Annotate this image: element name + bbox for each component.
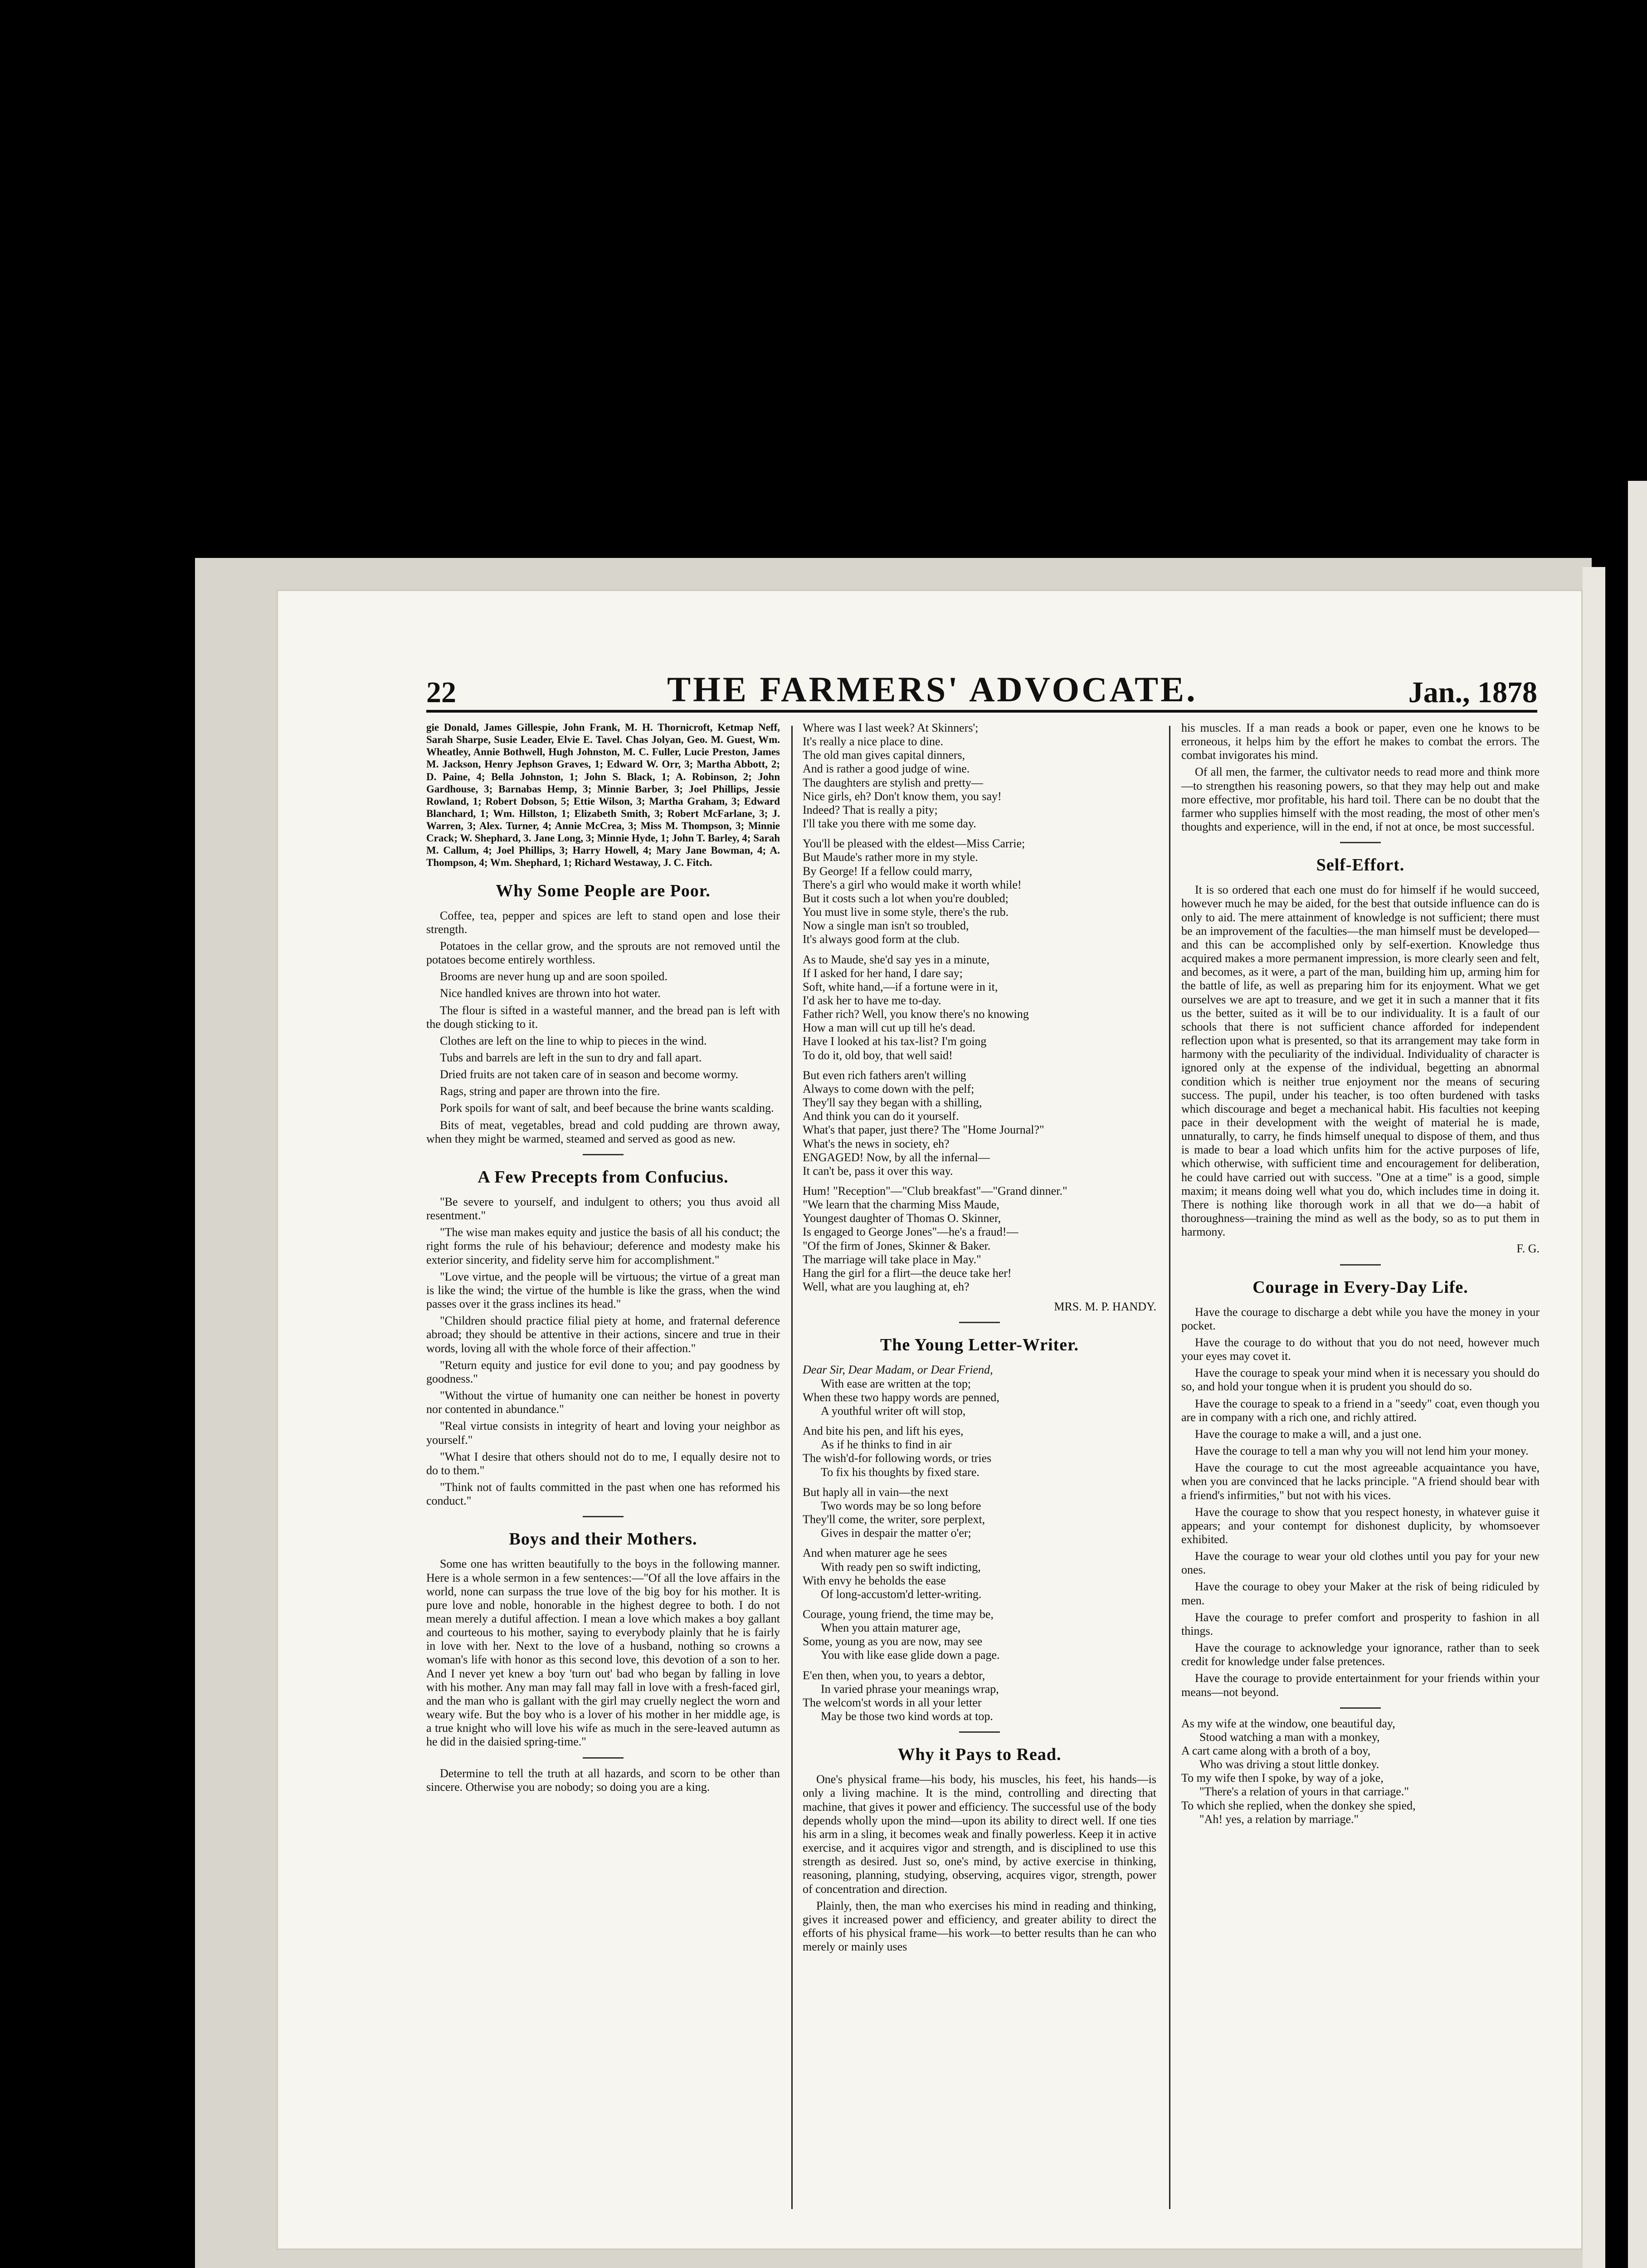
verse-block — [1181, 1717, 1540, 1826]
paragraph: Dried fruits are not taken care of in season and become wormy. — [440, 1068, 739, 1081]
verse-line: A cart came along with a broth of a boy, — [1181, 1744, 1371, 1757]
paragraph: Some one has written beautifully to the boys in the following manner. Here is a whole sermon in a few sentences:—"Of all the love affairs in the world, none can surpass the true love of the big boy for his mother. It is pure love and noble, honorable in the highest degree to both. I do not mean merely a dutiful affection. I mean a love which makes a boy gallant and courteous to his mother, saying to everybody plainly that he is fairly in love with her. Next to the love of a husband, nothing so crowns a woman's life with honor as this second love, this devotion of a son to her. And I never yet knew a boy 'turn out' bad who began by falling in love with his mother. Any man may fall may fall in love with a fresh-faced girl, and the man who is gallant with the girl may cruelly neglect the worn and weary wife. But the boy who is a lover of his mother in her middle age, is a true knight who will love his wife as much in the sere-leaved autumn as he did in the daisied spring-time." — [426, 1557, 780, 1749]
stanza — [803, 721, 1156, 831]
verse-line: The daughters are stylish and pretty— — [803, 776, 983, 789]
stanza — [803, 1486, 1156, 1540]
verse-line: To do it, old boy, that well said! — [803, 1048, 953, 1062]
verse-line: E'en then, when you, to years a debtor, — [803, 1668, 985, 1682]
verse-line: Two words may be so long before — [821, 1499, 981, 1512]
paragraph: Have the courage to acknowledge your ignorance, rather than to seek credit for knowledge under false pretences. — [1181, 1641, 1540, 1668]
paragraph: his muscles. If a man reads a book or paper, even one he knows to be erroneous, it helps him by the effort he makes to combat the errors. The combat invigorates his mind. — [1181, 721, 1540, 762]
verse-line: With envy he beholds the ease — [803, 1574, 946, 1587]
stanza — [803, 1669, 1156, 1724]
verse-line: I'll take you there with me some day. — [803, 817, 976, 831]
paragraph: Bits of meat, vegetables, bread and cold pudding are thrown away, when they might be warmed, steamed and served as good as new. — [426, 1118, 780, 1145]
verse-line: And think you can do it yourself. — [803, 1110, 959, 1123]
paragraph: Have the courage to speak to a friend in a "seedy" coat, even though you are in company with a rich one, and richly attired. — [1181, 1397, 1540, 1424]
verse-line: As my wife at the window, one beautiful day, — [1181, 1716, 1395, 1730]
paragraph: Have the courage to tell a man why you will not lend him your money. — [1195, 1444, 1529, 1458]
verse-line: As to Maude, she'd say yes in a minute, — [803, 953, 989, 966]
verse-line: And is rather a good judge of wine. — [803, 762, 970, 776]
article-body — [1181, 1305, 1540, 1699]
verse-line: When these two happy words are penned, — [803, 1390, 999, 1404]
verse-line: It's always good form at the club. — [803, 933, 960, 946]
article-title: Why it Pays to Read. — [897, 1745, 1062, 1765]
page-header — [426, 670, 1537, 713]
paragraph: "Think not of faults committed in the past when one has reformed his conduct." — [426, 1480, 780, 1508]
separator — [959, 1731, 1000, 1733]
verse-line: But haply all in vain—the next — [803, 1485, 949, 1499]
separator — [1340, 1264, 1381, 1266]
paragraph: "Love virtue, and the people will be virtuous; the virtue of a great man is like the wind; the virtue of the humble is like the grass, when the wind passes over it the grass inclines its head." — [426, 1270, 780, 1311]
paragraph: Have the courage to provide entertainment for your friends within your means—not beyond. — [1181, 1672, 1540, 1699]
paragraph: Have the courage to make a will, and a just one. — [1195, 1427, 1422, 1441]
paragraph: Coffee, tea, pepper and spices are left to stand open and lose their strength. — [426, 909, 780, 936]
paragraph: Brooms are never hung up and are soon spoiled. — [440, 970, 668, 983]
verse-line: A youthful writer oft will stop, — [821, 1404, 966, 1418]
article-body — [426, 909, 780, 1146]
stanza — [803, 1424, 1156, 1479]
verse-line: Gives in despair the matter o'er; — [821, 1526, 971, 1540]
verse-line: How a man will cut up till he's dead. — [803, 1021, 975, 1035]
verse-line: If I asked for her hand, I dare say; — [803, 966, 963, 980]
paragraph: The flour is sifted in a wasteful manner, and the bread pan is left with the dough sticking to it. — [426, 1003, 780, 1031]
stanza — [803, 1608, 1156, 1662]
paragraph: Tubs and barrels are left in the sun to dry and fall apart. — [440, 1051, 702, 1064]
stanza — [803, 953, 1156, 1062]
paragraph: Pork spoils for want of salt, and beef because the brine wants scalding. — [440, 1101, 774, 1115]
verse-line: You must live in some style, there's the rub. — [803, 905, 1009, 919]
verse-line: ENGAGED! Now, by all the infernal— — [803, 1150, 990, 1164]
verse-line: Is engaged to George Jones"—he's a fraud!— — [803, 1225, 1018, 1239]
paragraph: Have the courage to obey your Maker at the risk of being ridiculed by men. — [1181, 1580, 1540, 1607]
verse-line: To my wife then I spoke, by way of a joke, — [1181, 1771, 1384, 1785]
verse-line: Father rich? Well, you know there's no knowing — [803, 1007, 1029, 1021]
verse-line: By George! If a fellow could marry, — [803, 864, 972, 878]
verse-line: Hang the girl for a flirt—the deuce take her! — [803, 1266, 1012, 1280]
verse-line: To fix his thoughts by fixed stare. — [821, 1465, 979, 1479]
stanza — [803, 1069, 1156, 1178]
verse-line: Courage, young friend, the time may be, — [803, 1607, 994, 1621]
paragraph: Have the courage to speak your mind when it is necessary you should do so, and hold your tongue when it is prudent you should do so. — [1181, 1366, 1540, 1393]
book-board — [1583, 567, 1605, 2268]
paragraph: "The wise man makes equity and justice the basis of all his conduct; the right forms the rule of his behaviour; deference and modesty make his exterior sincerity, and fidelity serve him for accomplishment." — [426, 1226, 780, 1266]
verse-line: It's really a nice place to dine. — [803, 735, 944, 748]
verse-line: Stood watching a man with a monkey, — [1199, 1730, 1380, 1744]
article-body — [426, 1195, 780, 1508]
separator — [583, 1154, 624, 1155]
author-signature: F. G. — [1516, 1242, 1540, 1256]
verse-line: Nice girls, eh? Don't know them, you say! — [803, 789, 1002, 803]
verse-line: And when maturer age he sees — [803, 1546, 947, 1560]
paragraph: Potatoes in the cellar grow, and the sprouts are not removed until the potatoes become entirely worthless. — [426, 939, 780, 967]
paragraph: It is so ordered that each one must do for himself if he would succeed, however much he may be aided, for the best that outside influence can do is only to aid. The mere attainment of knowledge is not sufficient; there must be an improvement of the faculties—the man himself must be developed—and this can be accomplished only by self-exertion. Knowledge thus acquired makes a more permanent impression, is more clearly seen and felt, and becomes, as it were, a part of the man, building him up, arming him for the battle of life, as well as preparing him for its enjoyment. What we get ourselves we are apt to treasure, and we get it in such a manner that it fits us the better, suited as it will be to our individuality. It is a fault of our schools that there is not sufficient chance afforded for independent reflection upon what is presented, so that its arrangement may take form in harmony with the peculiarity of the individual. Individuality of character is ignored only at the expense of the individual, begetting an abnormal condition which is neither true enjoyment nor the means of securing success. The pupil, under his teacher, is too often burdened with tasks which discourage and beget a mechanical habit. His faculties not keeping pace in their development with the weight of material he is made, unnaturally, to carry, he finds himself unequal to dispose of them, and thus is made to bear a load which unfits him for the active purposes of life, which otherwise, with sufficient time and encouragement for deliberation, he could have carried out with success. "One at a time" is a good, simple maxim; it means doing well what you do, which includes time in doing it. There is nothing like thorough work in all that we do—a habit of thoroughness—training the mind as well as the body, so as to put them in harmony. — [1181, 883, 1540, 1239]
separator — [583, 1516, 624, 1517]
verse-line: They'll say they began with a shilling, — [803, 1096, 982, 1110]
verse-line: Dear Sir, Dear Madam, or Dear Friend, — [803, 1363, 993, 1377]
separator — [1340, 842, 1381, 843]
verse-line: The wish'd-for following words, or tries — [803, 1452, 992, 1465]
paragraph: "What I desire that others should not do to me, I equally desire not to do to them." — [426, 1450, 780, 1477]
verse-line: "There's a relation of yours in that carriage." — [1199, 1785, 1409, 1799]
paragraph: "Without the virtue of humanity one can neither be honest in poverty nor contented in abundance." — [426, 1389, 780, 1416]
newspaper-page — [277, 590, 1583, 2250]
verse-line: Who was driving a stout little donkey. — [1199, 1758, 1379, 1771]
issue-date: Jan., 1878 — [1408, 676, 1537, 709]
names-list: gie Donald, James Gillespie, John Frank, M. H. Thornicroft, Ketmap Neff, Sarah Sharpe, Susie Leader, Elvie E. Tavel. Chas Jolyan, Geo. M. Guest, Wm. Wheatley, Annie Bothwell, Hugh Johnston, M. C. Fuller, Lucie Preston, James M. Jackson, Henry Jephson Graves, 1; Edward W. Orr, 3; Martha Abbott, 2; D. Paine, 4; Bella Johnston, 1; John S. Black, 1; A. Robinson, 2; John Gardhouse, 3; Barnabas Hemp, 3; Minnie Barber, 3; Joel Phillips, Jessie Rowland, 1; Robert Dobson, 5; Ettie Wilson, 3; Martha Graham, 3; Edward Blanchard, 1; Wm. Hillston, 1; Elizabeth Smith, 3; Robert McFarlane, 3; J. Warren, 3; Alex. Turner, 4; Annie McCrea, 3; Miss M. Thompson, 3; Minnie Crack; W. Shephard, 3. Jane Long, 3; Minnie Hyde, 1; John T. Barley, 4; Sarah M. Callum, 4; Joel Phillips, 3; Harry Howell, 4; Mary Jane Bowman, 4; A. Thompson, 4; Wm. Shephard, 1; Richard Westaway, J. C. Fitch. — [426, 722, 780, 869]
paragraph: One's physical frame—his body, his muscles, his feet, his hands—is only a living machine. It is the mind, controlling and directing that machine, that gives it power and efficiency. The successful use of the body depends wholly upon the mind—upon its ability to direct well. If one ties his arm in a sling, it becomes weak and finally powerless. Keep it in active exercise, and it acquires vigor and strength, and is disciplined to use this strength as desired. Just so, one's mind, by active exercise in thinking, reasoning, planning, studying, observing, acquires vigor, strength, power of concentration and direction. — [803, 1773, 1156, 1896]
article-title: Self-Effort. — [1316, 855, 1405, 875]
column-2 — [803, 721, 1156, 1954]
verse-line: "Of the firm of Jones, Skinner & Baker. — [803, 1239, 991, 1252]
verse-line: The welcom'st words in all your letter — [803, 1696, 982, 1709]
paragraph: Plainly, then, the man who exercises his mind in reading and thinking, gives it increased power and efficiency, and greater ability to direct the efforts of his physical frame—his work—to better results than he can who merely or mainly uses — [803, 1899, 1156, 1954]
paragraph: "Real virtue consists in integrity of heart and loving your neighbor as yourself." — [426, 1419, 780, 1447]
verse-line: May be those two kind words at top. — [821, 1710, 993, 1723]
paragraph: Have the courage to prefer comfort and prosperity to fashion in all things. — [1181, 1610, 1540, 1637]
paragraph: Have the courage to discharge a debt while you have the money in your pocket. — [1181, 1305, 1540, 1332]
paragraph: Clothes are left on the line to whip to pieces in the wind. — [440, 1034, 707, 1047]
paragraph: Of all men, the farmer, the cultivator needs to read more and think more—to strengthen his reasoning powers, so that they may help out and make more effective, mor profitable, his hard toil. There can be no doubt that the farmer who supplies himself with the most reading, the most of other men's thoughts and experience, will in the end, if not at once, be most successful. — [1181, 765, 1540, 834]
separator — [959, 1322, 1000, 1323]
article-title: Courage in Every-Day Life. — [1252, 1277, 1468, 1297]
verse-line: But Maude's rather more in my style. — [803, 850, 978, 864]
paragraph: Nice handled knives are thrown into hot water. — [440, 987, 661, 1000]
masthead-title: THE FARMERS' ADVOCATE. — [667, 670, 1198, 709]
article-title: A Few Precepts from Confucius. — [478, 1167, 729, 1187]
verse-line: And bite his pen, and lift his eyes, — [803, 1424, 964, 1438]
verse-line: Indeed? That is really a pity; — [803, 803, 938, 816]
paragraph: Have the courage to wear your old clothes until you pay for your new ones. — [1181, 1549, 1540, 1577]
verse-line: Soft, white hand,—if a fortune were in it, — [803, 980, 998, 993]
verse-line: But even rich fathers aren't willing — [803, 1068, 966, 1082]
verse-line: There's a girl who would make it worth while! — [803, 878, 1022, 891]
verse-line: Always to come down with the pelf; — [803, 1082, 975, 1095]
verse-line: What's the news in society, eh? — [803, 1137, 950, 1150]
paragraph: Have the courage to cut the most agreeable acquaintance you have, when you are convinced that he lacks principle. "A friend should bear with a friend's infirmities," but not with his vices. — [1181, 1461, 1540, 1502]
paragraph: "Children should practice filial piety at home, and fraternal deference abroad; they should be attentive in their actions, sincere and true in their words, loving all with the whole force of their affection." — [426, 1314, 780, 1355]
stanza — [803, 837, 1156, 946]
verse-line: I'd ask her to have me to-day. — [803, 993, 941, 1007]
verse-line: The old man gives capital dinners, — [803, 748, 965, 762]
paragraph: "Return equity and justice for evil done to you; and pay goodness by goodness." — [426, 1358, 780, 1385]
verse-line: It can't be, pass it over this way. — [803, 1164, 953, 1178]
verse-line: Well, what are you laughing at, eh? — [803, 1280, 970, 1294]
verse-line: Where was I last week? At Skinners'; — [803, 721, 979, 734]
verse-line: Youngest daughter of Thomas O. Skinner, — [803, 1212, 1001, 1225]
column-1 — [426, 721, 780, 1797]
verse-line: "Ah! yes, a relation by marriage." — [1199, 1812, 1359, 1826]
verse-line: Of long-accustom'd letter-writing. — [821, 1587, 982, 1601]
verse-line: In varied phrase your meanings wrap, — [821, 1682, 999, 1696]
paragraph: Rags, string and paper are thrown into the fire. — [440, 1085, 660, 1098]
verse-line: To which she replied, when the donkey she spied, — [1181, 1799, 1416, 1812]
verse-line: The marriage will take place in May." — [803, 1252, 981, 1266]
verse-line: Now a single man isn't so troubled, — [803, 919, 969, 933]
verse-line: "We learn that the charming Miss Maude, — [803, 1198, 999, 1212]
stanza — [803, 1363, 1156, 1418]
verse-line: Hum! "Reception"—"Club breakfast"—"Grand dinner." — [803, 1184, 1067, 1198]
separator — [1340, 1707, 1381, 1709]
stanza — [803, 1184, 1156, 1294]
article-title: The Young Letter-Writer. — [880, 1335, 1079, 1355]
stanza — [803, 1546, 1156, 1601]
verse-line: What's that paper, just there? The "Home Journal?" — [803, 1123, 1044, 1137]
column-3 — [1181, 721, 1540, 1826]
paragraph: Determine to tell the truth at all hazards, and scorn to be other than sincere. Otherwise you are nobody; so doing you are a king. — [426, 1766, 780, 1794]
verse-line: Have I looked at his tax-list? I'm going — [803, 1035, 987, 1048]
verse-line: As if he thinks to find in air — [821, 1438, 952, 1452]
verse-line: They'll come, the writer, sore perplext, — [803, 1513, 985, 1526]
verse-line: You'll be pleased with the eldest—Miss Carrie; — [803, 837, 1025, 850]
page-number: 22 — [426, 676, 456, 709]
verse-line: You with like ease glide down a page. — [821, 1648, 1000, 1662]
paragraph: "Be severe to yourself, and indulgent to others; you thus avoid all resentment." — [426, 1195, 780, 1222]
verse-line: With ease are written at the top; — [821, 1377, 971, 1390]
verse-line: With ready pen so swift indicting, — [821, 1560, 981, 1574]
verse-line: But it costs such a lot when you're doubled; — [803, 891, 1009, 905]
separator — [583, 1757, 624, 1759]
paragraph: Have the courage to show that you respect honesty, in whatever guise it appears; and your contempt for dishonest duplicity, by whomsoever exhibited. — [1181, 1505, 1540, 1546]
article-title: Why Some People are Poor. — [496, 881, 711, 900]
verse-line: When you attain maturer age, — [821, 1621, 961, 1635]
column-rule — [791, 726, 793, 2209]
article-title: Boys and their Mothers. — [509, 1530, 697, 1549]
column-rule — [1169, 726, 1170, 2209]
author-signature: MRS. M. P. HANDY. — [1054, 1300, 1156, 1314]
verse-line: Some, young as you are now, may see — [803, 1635, 983, 1648]
paragraph: Have the courage to do without that you do not need, however much your eyes may covet it. — [1181, 1335, 1540, 1363]
scan-edge-strip — [1628, 481, 1647, 2268]
